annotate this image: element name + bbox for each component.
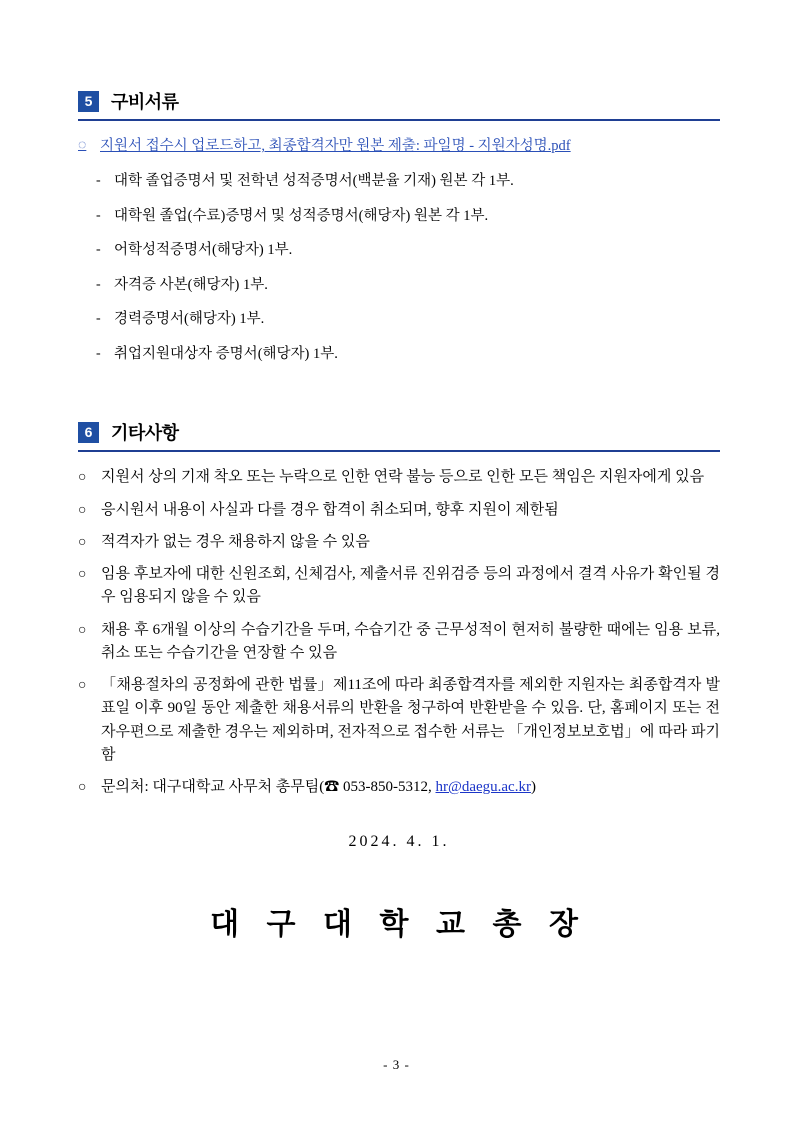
contact-row [78, 776, 720, 799]
circle-marker-icon: ◌ [78, 138, 87, 153]
contact-text [101, 776, 720, 799]
contact-email-link[interactable]: hr@daegu.ac.kr [435, 779, 531, 796]
dash-marker-icon: - [96, 276, 101, 292]
dash-marker-icon: - [96, 207, 101, 223]
list-item-text: 채용 후 6개월 이상의 수습기간을 두며, 수습기간 중 근무성적이 현저히 불량한 때에는 임용 보류, 취소 또는 수습기간을 연장할 수 있음 [101, 621, 720, 661]
list-item [78, 170, 720, 192]
section-5-number: 5 [78, 91, 99, 112]
section-6-title: 기타사항 [111, 423, 179, 444]
list-item-text: 임용 후보자에 대한 신원조회, 신체검사, 제출서류 진위검증 등의 과정에서 결격 사유가 확인될 경우 임용되지 않을 수 있음 [101, 566, 720, 606]
section-6-number: 6 [78, 422, 99, 443]
dash-marker-icon: - [96, 173, 101, 189]
upload-note-text: 지원서 접수시 업로드하고, 최종합격자만 원본 제출: 파일명 - 지원자성명.pdf [100, 138, 571, 154]
section-5-body [78, 135, 720, 365]
section-5-header [78, 88, 720, 121]
list-item [78, 308, 720, 330]
circle-marker-icon: ○ [78, 534, 87, 550]
contact-suffix: ) [530, 779, 536, 796]
circle-marker-icon: ○ [78, 470, 87, 486]
list-item-text: 대학 졸업증명서 및 전학년 성적증명서(백분율 기재) 원본 각 1부. [114, 173, 514, 190]
list-item-text: 적격자가 없는 경우 채용하지 않을 수 있음 [101, 533, 370, 550]
circle-marker-icon: ○ [78, 502, 87, 518]
section-5-title: 구비서류 [111, 92, 179, 112]
list-item-text: 지원서 상의 기재 착오 또는 누락으로 인한 연락 불능 등으로 인한 모든 책임은 지원자에게 있음 [101, 469, 705, 486]
circle-marker-icon: ○ [78, 678, 87, 694]
section-6-header [78, 419, 720, 452]
list-item [78, 343, 720, 365]
list-item [78, 619, 720, 666]
list-item-text: 대학원 졸업(수료)증명서 및 성적증명서(해당자) 원본 각 1부. [114, 207, 489, 224]
page-number: - 3 - [383, 1057, 410, 1072]
list-item [78, 563, 720, 610]
required-documents-list [78, 170, 720, 365]
list-item [78, 274, 720, 296]
list-item [78, 239, 720, 261]
circle-marker-icon: ○ [78, 622, 87, 638]
section-spacer [78, 377, 720, 419]
contact-prefix: 문의처: 대구대학교 사무처 총무팀(☎ 053-850-5312, [101, 779, 436, 796]
list-item-text: 어학성적증명서(해당자) 1부. [114, 242, 293, 259]
section-6-body [78, 466, 720, 799]
document-date: 2024. 4. 1. [348, 833, 450, 851]
list-item [78, 466, 720, 489]
list-item [78, 499, 720, 522]
list-item [78, 674, 720, 767]
circle-marker-icon: ○ [78, 567, 87, 583]
document-signature: 대 구 대 학 교 총 장 [210, 908, 588, 942]
circle-marker-icon: ○ [78, 780, 87, 796]
list-item-text: 응시원서 내용이 사실과 다를 경우 합격이 취소되며, 향후 지원이 제한됨 [101, 501, 559, 518]
list-item-text: 자격증 사본(해당자) 1부. [114, 276, 268, 293]
list-item [78, 205, 720, 227]
upload-note-row [78, 135, 720, 157]
section-required-documents [78, 88, 720, 365]
list-item-text: 경력증명서(해당자) 1부. [114, 311, 265, 328]
dash-marker-icon: - [96, 311, 101, 327]
dash-marker-icon: - [96, 345, 101, 361]
page-content [78, 88, 720, 943]
list-item [78, 531, 720, 554]
list-item-text: 취업지원대상자 증명서(해당자) 1부. [114, 345, 338, 362]
section-other-matters [78, 419, 720, 799]
dash-marker-icon: - [96, 242, 101, 258]
list-item-text: 「채용절차의 공정화에 관한 법률」제11조에 따라 최종합격자를 제외한 지원자는 최종합격자 발표일 이후 90일 동안 제출한 채용서류의 반환을 청구하여 반환받을 수 있음. 단, 홈페이지 또는 전자우편으로 제출한 경우는 제외하며, 전자적으로 접수한 서류는 「개인정보보호법」에 따라 파기함 [101, 677, 720, 763]
